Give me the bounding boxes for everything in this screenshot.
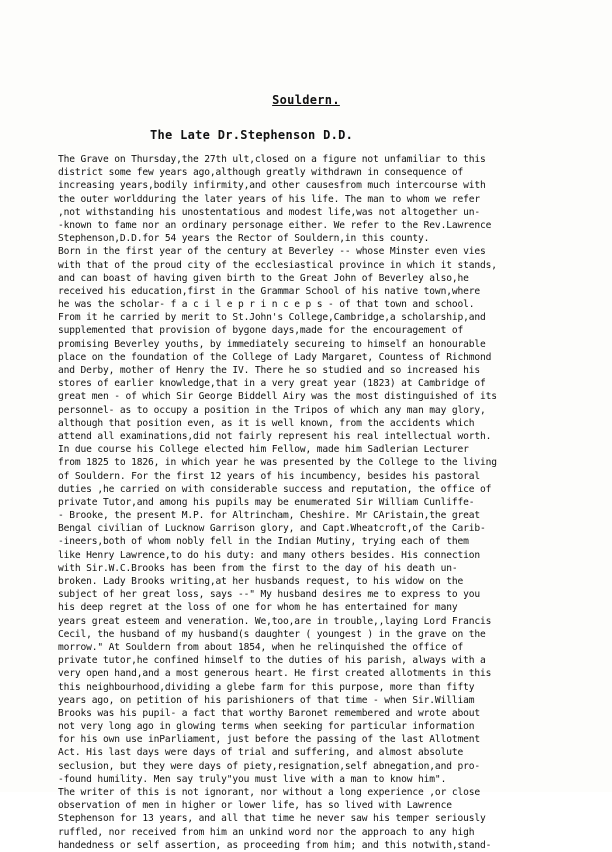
text-line: Stephenson for 13 years, and all that time he never saw his temper seriously (58, 813, 486, 825)
text-line: and can boast of having given birth to the Great John of Beverley also,he (58, 272, 469, 284)
text-line: The writer of this is not ignorant, nor without a long experience ,or close (58, 787, 480, 798)
text-line: private tutor,he confined himself to the duties of his parish, always with a (58, 655, 486, 667)
text-line: duties ,he carried on with considerable success and reputation, the office of (58, 483, 492, 495)
text-line: -ineers,both of whom nobly fell in the Indian Mutiny, trying each of them (58, 536, 469, 548)
text-line: In due course his College elected him Fellow, made him Sadlerian Lecturer (58, 444, 469, 456)
text-line: promising Beverley youths, by immediately secureing to himself an honourable (58, 338, 486, 350)
text-line: the outer worldduring the later years of his life. The man to whom we refer (58, 193, 480, 205)
text-line: he was the scholar- f a c i l e p r i n c e p s - of that town and school. (58, 299, 475, 311)
text-line: handedness or self assertion, as proceeding from him; and this notwith,stand- (58, 839, 492, 851)
text-line: Stephenson,D.D.for 54 years the Rector of Souldern,in this county. (58, 233, 430, 245)
text-line: -found humility. Men say truly"you must live with a man to know him". (58, 773, 447, 785)
text-line: for his own use inParliament, just before the passing of the last Allotment (58, 734, 480, 746)
text-line: increasing years,bodily infirmity,and other causesfrom much intercourse with (58, 180, 486, 192)
text-line: The Grave on Thursday,the 27th ult,closed on a figure not unfamiliar to this (58, 154, 486, 165)
text-line: private Tutor,and among his pupils may be enumerated Sir William Cunliffe- (58, 496, 475, 508)
text-line: his deep regret at the loss of one for whom he has entertained for many (58, 602, 458, 614)
text-line: very open hand,and a most generous heart. He first created allotments in this (58, 668, 492, 680)
text-line: morrow." At Souldern from about 1854, when he relinquished the office of (58, 641, 464, 653)
text-line: although that position even, as it is well known, from the accidents which (58, 417, 475, 429)
text-line: Bengal civilian of Lucknow Garrison glory, and Capt.Wheatcroft,of the Carib- (58, 523, 486, 535)
text-line: attend all examinations,did not fairly represent his real intellectual worth. (58, 430, 492, 442)
article-body (58, 153, 606, 852)
text-line: ,not withstanding his unostentatious and modest life,was not altogether un- (58, 206, 480, 218)
text-line: received his education,first in the Grammar School of his native town,where (58, 285, 480, 297)
text-line: ruffled, nor received from him an unkind word nor the approach to any high (58, 826, 475, 838)
text-line: seclusion, but they were days of piety,resignation,self abnegation,and pro- (58, 760, 480, 772)
text-line: from 1825 to 1826, in which year he was presented by the College to the living (58, 457, 497, 469)
text-line: subject of her great loss, says --" My husband desires me to express to you (58, 589, 480, 601)
text-line: with Sir.W.C.Brooks has been from the first to the day of his death un- (58, 562, 458, 574)
text-line: broken. Lady Brooks writing,at her husbands request, to his widow on the (58, 576, 464, 587)
text-line: like Henry Lawrence,to do his duty: and many others besides. His connection (58, 549, 480, 561)
text-line: not very long ago in glowing terms when seeking for particular information (58, 721, 475, 733)
text-line: From it he carried by merit to St.John's College,Cambridge,a scholarship,and (58, 312, 486, 324)
text-line: this neighbourhood,dividing a glebe farm for this purpose, more than fifty (58, 681, 475, 693)
text-line: supplemented that provision of bygone days,made for the encouragement of (58, 325, 464, 337)
text-line: district some few years ago,although greatly withdrawn in consequence of (58, 167, 464, 179)
text-line: Act. His last days were days of trial and suffering, and almost absolute (58, 747, 464, 759)
text-line: personnel- as to occupy a position in the Tripos of which any man may glory, (58, 404, 486, 416)
document-heading: Souldern. (272, 93, 340, 107)
text-line: observation of men in higher or lower life, has so lived with Lawrence (58, 800, 452, 812)
text-line: with that of the proud city of the ecclesiastical province in which it stands, (58, 259, 497, 271)
text-line: years ago, on petition of his parishioners of that time - when Sir.William (58, 694, 475, 706)
text-line: and Derby, mother of Henry the IV. There he so studied and so increased his (58, 365, 480, 376)
text-line: place on the foundation of the College of Lady Margaret, Countess of Richmond (58, 351, 492, 363)
text-line: Brooks was his pupil- a fact that worthy Baronet remembered and wrote about (58, 707, 480, 719)
article-title: The Late Dr.Stephenson D.D. (150, 128, 354, 142)
text-line: of Souldern. For the first 12 years of his incumbency, besides his pastoral (58, 470, 480, 482)
text-line: years great esteem and veneration. We,too,are in trouble,,laying Lord Francis (58, 615, 492, 627)
text-line: - Brooke, the present M.P. for Altrincham, Cheshire. Mr CAristain,the great (58, 510, 480, 522)
text-line: Cecil, the husband of my husband(s daughter ( youngest ) in the grave on the (58, 628, 486, 640)
text-line: stores of earlier knowledge,that in a very great year (1823) at Cambridge of (58, 378, 486, 390)
text-line: great men - of which Sir George Biddell Airy was the most distinguished of its (58, 391, 497, 403)
text-line: -known to fame nor an ordinary personage either. We refer to the Rev.Lawrence (58, 219, 492, 231)
text-line: Born in the first year of the century at Beverley -- whose Minster even vies (58, 246, 486, 258)
